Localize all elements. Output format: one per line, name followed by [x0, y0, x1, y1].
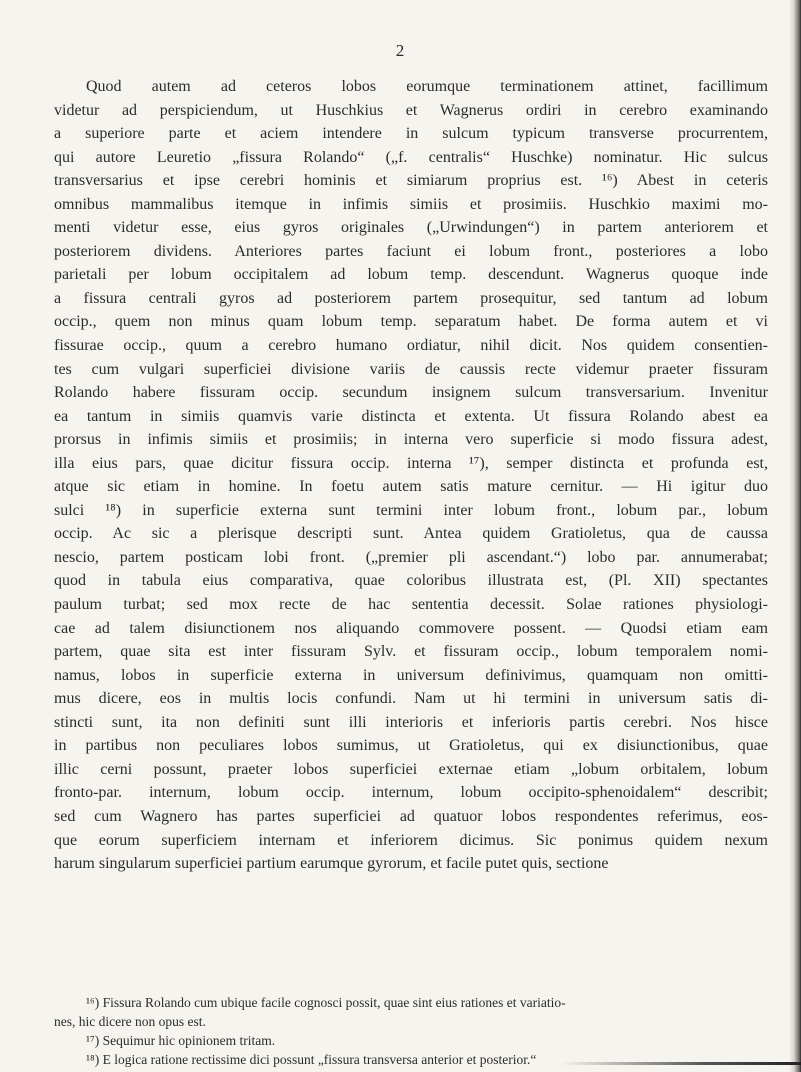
text-line: tes cum vulgari superficiei divisione variis de caussis recte videmur praeter fissuram: [54, 360, 768, 378]
text-line: posteriorem dividens. Anteriores partes faciunt ei lobum front., posteriores a lobo: [54, 242, 768, 260]
text-line: in partibus non peculiares lobos sumimus, ut Gratioletus, qui ex disiunctionibus, quae: [54, 737, 768, 755]
text-line: prorsus in infimis simiis et prosimiis; in interna vero superficie si modo fissura adest,: [54, 431, 768, 449]
page-edge-shadow: [789, 0, 801, 1072]
main-text: [54, 75, 768, 876]
text-line: fissurae occip., quum a cerebro humano ordiatur, nihil dicit. Nos quidem consentien-: [54, 337, 768, 355]
text-line: transversarius et ipse cerebri hominis et simiarum proprius est. ¹⁶) Abest in ceteris: [54, 172, 768, 190]
text-line: a superiore parte et aciem intendere in sulcum typicum transverse procurrentem,: [54, 125, 768, 143]
text-line: videtur ad perspiciendum, ut Huschkius et Wagnerus ordiri in cerebro examinando: [54, 101, 768, 119]
footnote-line: ¹⁸) E logica ratione rectissime dici possunt „fissura transversa anterior et posterior.“: [86, 1052, 537, 1067]
text-line: omnibus mammalibus itemque in infimis simiis et prosimiis. Huschkio maximi mo-: [54, 195, 768, 213]
text-line: stincti sunt, ita non definiti sunt illi interioris et inferioris partis cerebri. Nos hisce: [54, 713, 768, 731]
text-line: namus, lobos in superficie externa in universum definivimus, quamquam non omitti-: [54, 666, 768, 684]
text-line: ea tantum in simiis quamvis varie distincta et extenta. Ut fissura Rolando abest ea: [54, 407, 768, 425]
footnote-line: ¹⁶) Fissura Rolando cum ubique facile cognosci possit, quae sint eius rationes et variatio-: [86, 995, 566, 1010]
text-line: partem, quae sita est inter fissuram Sylv. et fissuram occip., lobum temporalem nomi-: [54, 643, 768, 661]
text-line: Rolando habere fissuram occip. secundum insignem sulcum transversarium. Invenitur: [54, 384, 768, 402]
text-line: sulci ¹⁸) in superficie externa sunt termini inter lobum front., lobum par., lobum: [54, 501, 768, 519]
text-line: sed cum Wagnero has partes superficiei ad quatuor lobos respondentes referimus, eos-: [54, 807, 768, 825]
text-line: paulum turbat; sed mox recte de hac sententia decessit. Solae rationes physiologi-: [54, 596, 768, 614]
text-line: illa eius pars, quae dicitur fissura occip. interna ¹⁷), semper distincta et profunda est,: [54, 454, 768, 472]
bottom-edge-shadow: [560, 1062, 801, 1065]
text-line: nescio, partem posticam lobi front. („premier pli ascendant.“) lobo par. annumerabat;: [54, 548, 768, 566]
text-line: mus dicere, eos in multis locis confundi. Nam ut hi termini in universum satis di-: [54, 690, 768, 708]
text-line: que eorum superficiem internam et inferiorem dicimus. Sic ponimus quidem nexum: [54, 831, 768, 849]
text-line: occip., quem non minus quam lobum temp. separatum habet. De forma autem et vi: [54, 313, 768, 331]
page-number: 2: [395, 41, 406, 60]
text-line: occip. Ac sic a plerisque descripti sunt. Antea quidem Gratioletus, qua de caussa: [54, 525, 768, 543]
text-line: quod in tabula eius comparativa, quae coloribus illustrata est, (Pl. XII) spectantes: [54, 572, 768, 590]
text-line: atque sic etiam in homine. In foetu autem satis mature cernitur. — Hi igitur duo: [54, 478, 768, 496]
text-line: menti videtur esse, eius gyros originales („Urwindungen“) in partem anteriorem et: [54, 219, 768, 237]
footnote-line: ¹⁷) Sequimur hic opinionem tritam.: [86, 1033, 276, 1048]
text-line: Quod autem ad ceteros lobos eorumque terminationem attinet, facillimum: [86, 78, 768, 95]
text-line: a fissura centrali gyros ad posteriorem partem prosequitur, sed tantum ad lobum: [54, 289, 768, 307]
footnote-line: nes, hic dicere non opus est.: [54, 1014, 206, 1029]
text-line: illic cerni possunt, praeter lobos superficiei externae etiam „lobum orbitalem, lobum: [54, 760, 768, 778]
text-line: qui autore Leuretio „fissura Rolando“ („f. centralis“ Huschke) nominatur. Hic sulcus: [54, 148, 768, 166]
text-line: parietali per lobum occipitalem ad lobum temp. descendunt. Wagnerus quoque inde: [54, 266, 768, 284]
text-line: cae ad talem disiunctionem nos aliquando commovere possent. — Quodsi etiam eam: [54, 619, 768, 637]
text-line: fronto-par. internum, lobum occip. internum, lobum occipito-sphenoidalem“ describit;: [54, 784, 768, 802]
footnotes: [54, 993, 768, 1069]
text-line: harum singularum superficiei partium earumque gyrorum, et facile putet quis, sectione: [54, 855, 609, 873]
